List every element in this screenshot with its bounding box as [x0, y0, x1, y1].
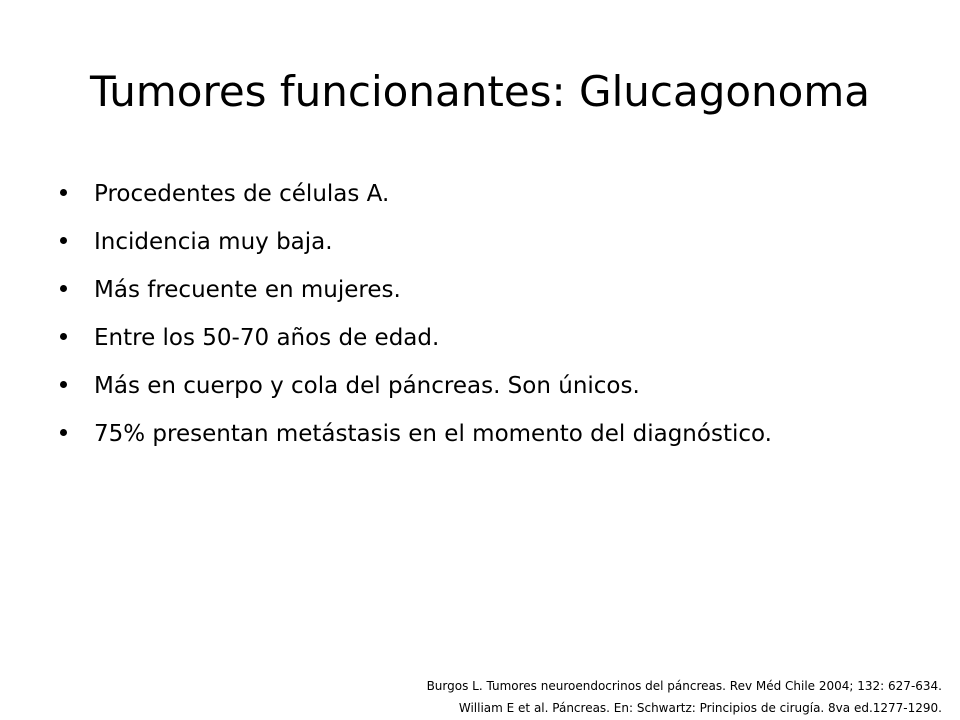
bullet-item: [60, 220, 940, 268]
references: [427, 675, 942, 719]
reference-line: Burgos L. Tumores neuroendocrinos del páncreas. Rev Méd Chile 2004; 132: 627-634.: [426, 679, 942, 693]
slide-title: Tumores funcionantes: Glucagonoma: [89, 67, 871, 116]
bullet-dot-icon: [60, 333, 67, 340]
bullet-item: [60, 268, 940, 316]
bullet-dot-icon: [60, 237, 67, 244]
bullet-text: Entre los 50-70 años de edad.: [94, 325, 440, 351]
bullet-text: Más frecuente en mujeres.: [94, 277, 401, 303]
reference-line: William E et al. Páncreas. En: Schwartz: Principios de cirugía. 8va ed.1277-1290.: [458, 701, 942, 715]
bullet-list: [60, 172, 940, 460]
bullet-item: [60, 412, 940, 460]
bullet-text: Incidencia muy baja.: [94, 229, 333, 255]
bullet-item: [60, 316, 940, 364]
bullet-dot-icon: [60, 429, 67, 436]
bullet-item: [60, 364, 940, 412]
bullet-text: Más en cuerpo y cola del páncreas. Son únicos.: [94, 373, 640, 399]
bullet-text: Procedentes de células A.: [94, 181, 390, 207]
bullet-dot-icon: [60, 189, 67, 196]
bullet-text: 75% presentan metástasis en el momento del diagnóstico.: [94, 421, 772, 447]
bullet-dot-icon: [60, 381, 67, 388]
bullet-dot-icon: [60, 285, 67, 292]
bullet-item: [60, 172, 940, 220]
